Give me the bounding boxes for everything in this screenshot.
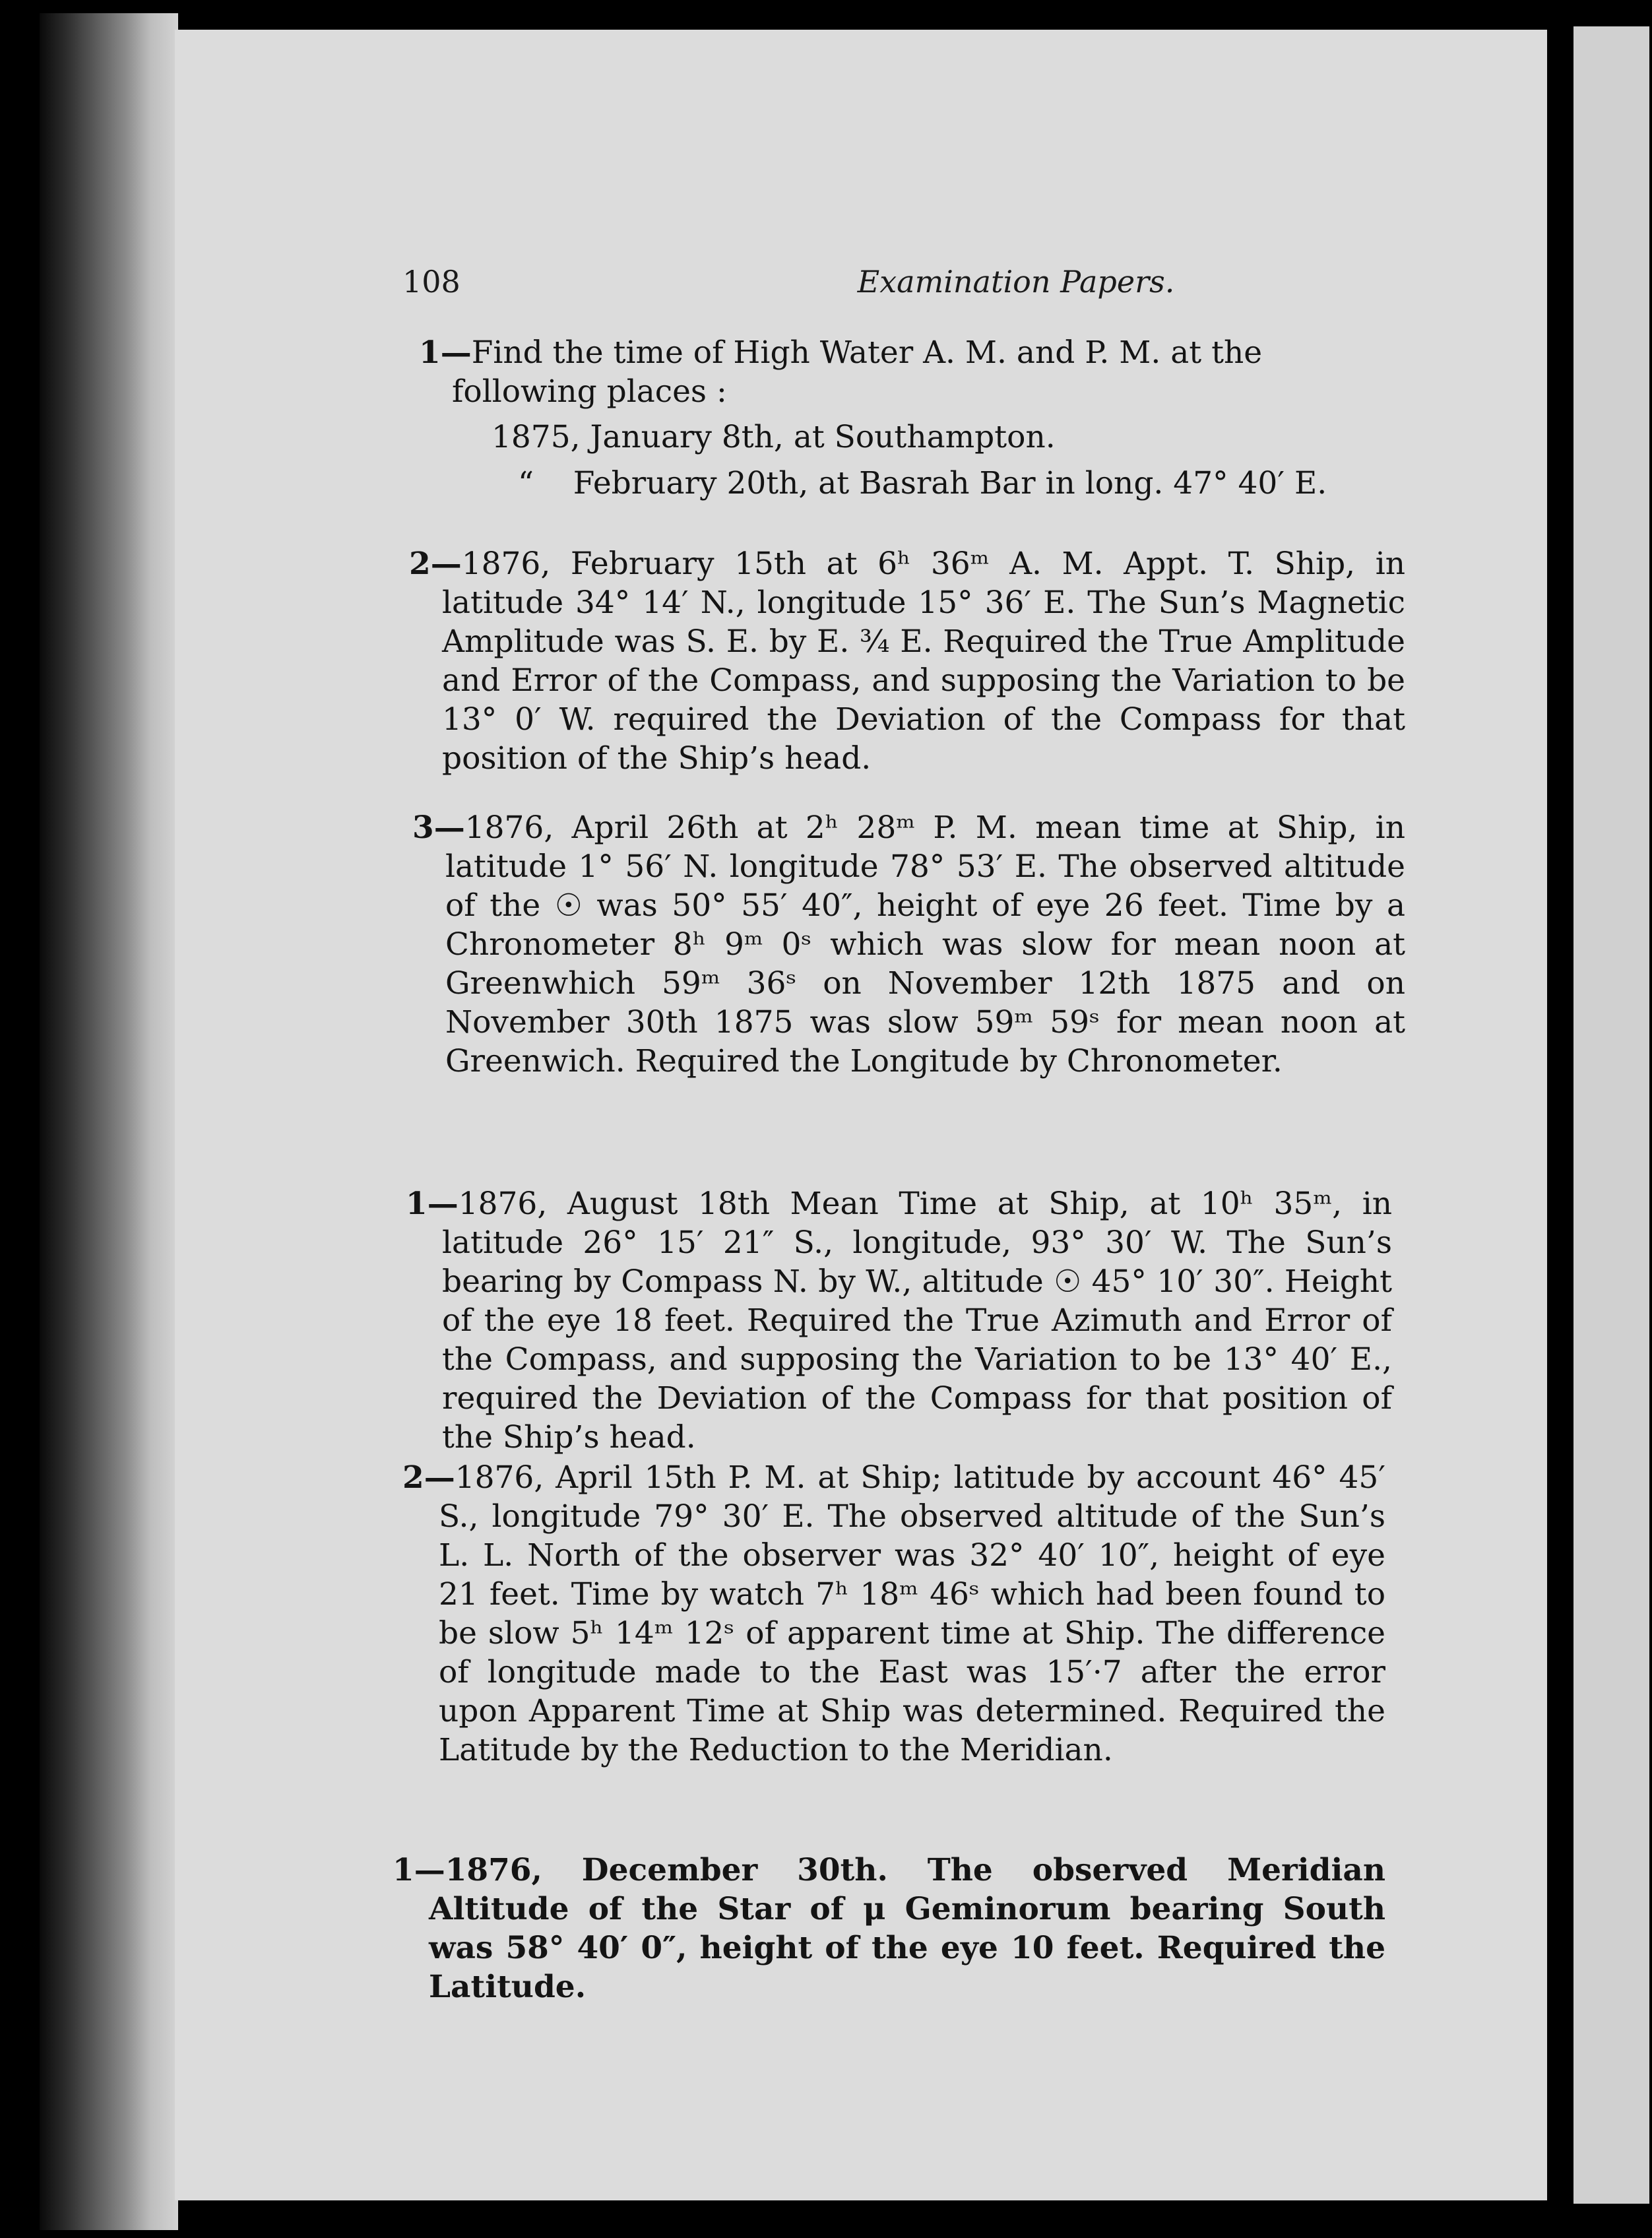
page-heading: Examination Papers.: [857, 264, 1175, 300]
facing-page-edge: [1573, 26, 1649, 2204]
question-text: 1876, April 26th at 2ʰ 28ᵐ P. M. mean time at Ship, in latitude 1° 56′ N. longitude 78° 53′ E. The observed altitude of the ☉ was 50° 55′ 40″, height of eye 26 feet. Time by a Chronometer 8ʰ 9ᵐ 0ˢ which was slow for mean noon at Greenwhich 59ᵐ 36ˢ on November 12th 1875 and on November 30th 1875 was slow 59ᵐ 59ˢ for mean noon at Greenwich. Required the Longitude by Chronometer.: [445, 810, 1405, 1079]
question-number: 3: [412, 810, 434, 846]
book-page-edges: [40, 13, 178, 2230]
question-text: 1876, August 18th Mean Time at Ship, at 10ʰ 35ᵐ, in latitude 26° 15′ 21″ S., longitude, 93° 30′ W. The Sun’s bearing by Compass N. by W., altitude ☉ 45° 10′ 30″. Height of the eye 18 feet. Required the True Azimuth and Error of the Compass, and supposing the Variation to be 13° 40′ E., required the Deviation of the Compass for that position of the Ship’s head.: [442, 1186, 1392, 1455]
question-s2-q1: 1—1876, August 18th Mean Time at Ship, at 10ʰ 35ᵐ, in latitude 26° 15′ 21″ S., longitude, 93° 30′ W. The Sun’s bearing by Compass N. by W., altitude ☉ 45° 10′ 30″. Height of the eye 18 feet. Required the True Azimuth and Error of the Compass, and supposing the Variation to be 13° 40′ E., required the Deviation of the Compass for that position of the Ship’s head.: [406, 1186, 1392, 1455]
question-number: 1: [406, 1186, 428, 1222]
question-number: 1: [393, 1852, 414, 1888]
question-s1-q1: 1—Find the time of High Water A. M. and P. M. at the following places :: [419, 335, 1263, 410]
question-number: 2: [409, 546, 431, 582]
question-text: Find the time of High Water A. M. and P. M. at the following places :: [452, 335, 1263, 410]
question-text: 1876, April 15th P. M. at Ship; latitude by account 46° 45′ S., longitude 79° 30′ E. The observed altitude of the Sun’s L. L. North of the observer was 32° 40′ 10″, height of eye 21 feet. Time by watch 7ʰ 18ᵐ 46ˢ which had been found to be slow 5ʰ 14ᵐ 12ˢ of apparent time at Ship. The difference of longitude made to the East was 15′·7 after the error upon Apparent Time at Ship was determined. Required the Latitude by the Reduction to the Meridian.: [439, 1459, 1385, 1768]
running-head: [402, 264, 1412, 323]
question-s3-q1: 1—1876, December 30th. The observed Meridian Altitude of the Star of μ Geminorum bearing South was 58° 40′ 0″, height of the eye 10 feet. Required the Latitude.: [393, 1852, 1385, 2005]
question-s1-q2: 2—1876, February 15th at 6ʰ 36ᵐ A. M. Appt. T. Ship, in latitude 34° 14′ N., longitude 15° 36′ E. The Sun’s Magnetic Amplitude was S. E. by E. ¾ E. Required the True Amplitude and Error of the Compass, and supposing the Variation to be 13° 0′ W. required the Deviation of the Compass for that position of the Ship’s head.: [409, 546, 1405, 777]
question-text: 1876, February 15th at 6ʰ 36ᵐ A. M. Appt. T. Ship, in latitude 34° 14′ N., longitude 15° 36′ E. The Sun’s Magnetic Amplitude was S. E. by E. ¾ E. Required the True Amplitude and Error of the Compass, and supposing the Variation to be 13° 0′ W. required the Deviation of the Compass for that position of the Ship’s head.: [442, 546, 1405, 777]
question-s2-q2: 2—1876, April 15th P. M. at Ship; latitude by account 46° 45′ S., longitude 79° 30′ E. The observed altitude of the Sun’s L. L. North of the observer was 32° 40′ 10″, height of eye 21 feet. Time by watch 7ʰ 18ᵐ 46ˢ which had been found to be slow 5ʰ 14ᵐ 12ˢ of apparent time at Ship. The difference of longitude made to the East was 15′·7 after the error upon Apparent Time at Ship was determined. Required the Latitude by the Reduction to the Meridian.: [402, 1459, 1385, 1768]
page-number: 108: [402, 264, 461, 300]
question-text: 1876, December 30th. The observed Meridian Altitude of the Star of μ Geminorum bearing South was 58° 40′ 0″, height of the eye 10 feet. Required the Latitude.: [429, 1852, 1385, 2005]
question-number: 1: [419, 335, 441, 371]
question-s1-q3: 3—1876, April 26th at 2ʰ 28ᵐ P. M. mean time at Ship, in latitude 1° 56′ N. longitude 78° 53′ E. The observed altitude of the ☉ was 50° 55′ 40″, height of eye 26 feet. Time by a Chronometer 8ʰ 9ᵐ 0ˢ which was slow for mean noon at Greenwhich 59ᵐ 36ˢ on November 12th 1875 and on November 30th 1875 was slow 59ᵐ 59ˢ for mean noon at Greenwich. Required the Longitude by Chronometer.: [412, 810, 1405, 1079]
place-line-2: “ February 20th, at Basrah Bar in long. 47° 40′ E.: [518, 465, 1327, 501]
question-number: 2: [402, 1459, 424, 1496]
place-line-1: 1875, January 8th, at Southampton.: [492, 419, 1056, 455]
